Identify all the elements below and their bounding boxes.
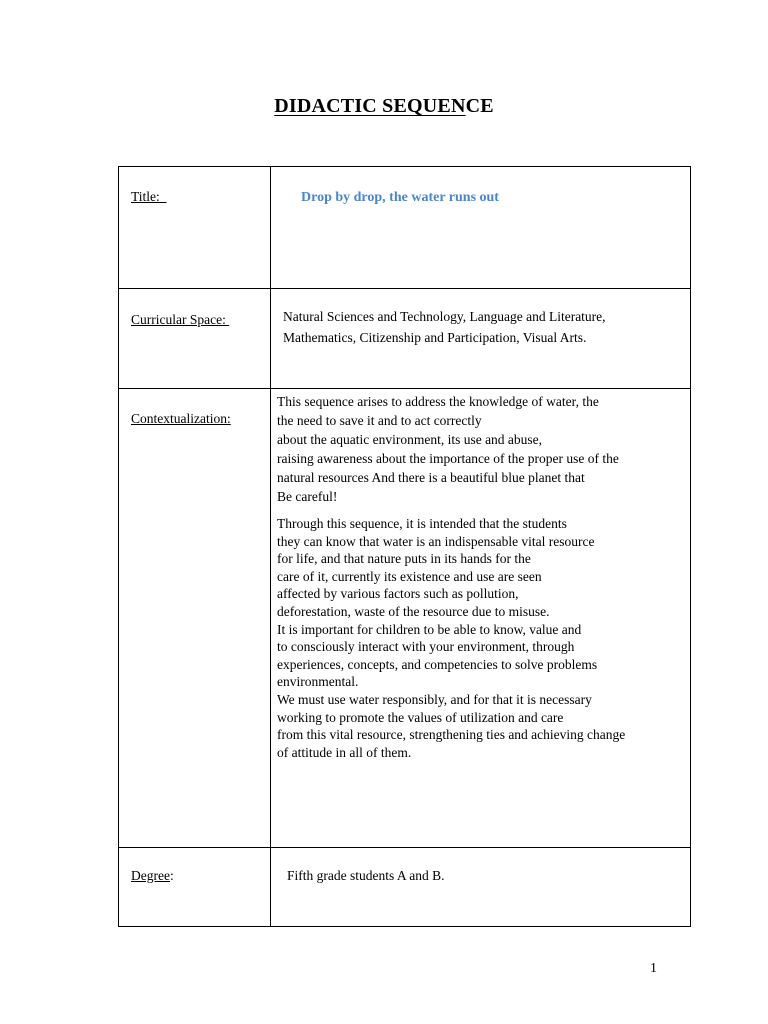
table-row-contextualization (119, 389, 691, 848)
degree-label: Degree (131, 868, 170, 883)
text-line: deforestation, waste of the resource due to misuse. (277, 603, 550, 619)
text-line: the need to save it and to act correctly (277, 413, 482, 428)
page-number: 1 (650, 961, 657, 976)
table-row-title (119, 167, 691, 289)
text-line: Through this sequence, it is intended that the students (277, 516, 567, 531)
text-line: about the aquatic environment, its use and abuse, (277, 432, 543, 447)
text-line: working to promote the values of utilization and care (277, 709, 564, 725)
text-line: to consciously interact with your environment, through (277, 639, 575, 655)
curricular-space-label: Curricular Space: (131, 312, 230, 327)
document-title (0, 95, 768, 118)
text-line: they can know that water is an indispensable vital resource (277, 533, 595, 549)
text-line: raising awareness about the importance of the proper use of the (277, 451, 619, 466)
curricular-space-value-cell (271, 289, 691, 389)
text-line: It is important for children to be able to know, value and (277, 621, 582, 637)
contextualization-paragraph-2 (277, 515, 684, 761)
title-label-cell (119, 167, 271, 289)
table-row-curricular-space (119, 289, 691, 389)
text-line: care of it, currently its existence and use are seen (277, 568, 542, 584)
text-line: This sequence arises to address the knowledge of water, the (277, 394, 599, 409)
text-line: Be careful! (277, 489, 338, 504)
title-label: Title: (131, 189, 167, 204)
didactic-sequence-table (118, 166, 691, 927)
document-title-underlined: DIDACTIC SEQUEN (274, 95, 466, 117)
contextualization-label: Contextualization: (131, 411, 231, 426)
curricular-space-label-cell (119, 289, 271, 389)
table-row-degree (119, 848, 691, 927)
document-title-rest: CE (465, 95, 494, 117)
text-line: affected by various factors such as pollution, (277, 586, 519, 602)
degree-value-cell (271, 848, 691, 927)
title-value-cell (271, 167, 691, 289)
contextualization-paragraph-1 (277, 392, 684, 506)
text-line: experiences, concepts, and competencies to solve problems (277, 656, 598, 672)
text-line: for life, and that nature puts in its hands for the (277, 551, 531, 567)
degree-label-cell (119, 848, 271, 927)
sequence-title: Drop by drop, the water runs out (301, 190, 499, 205)
text-line: of attitude in all of them. (277, 744, 412, 760)
text-line: environmental. (277, 674, 359, 690)
curricular-space-line: Mathematics, Citizenship and Participation, Visual Arts. (283, 330, 587, 345)
degree-label-colon: : (169, 868, 174, 883)
curricular-space-line: Natural Sciences and Technology, Language and Literature, (283, 309, 606, 324)
text-line: natural resources And there is a beautiful blue planet that (277, 470, 585, 485)
text-line: from this vital resource, strengthening ties and achieving change (277, 727, 626, 743)
contextualization-value-cell (271, 389, 691, 848)
degree-value: Fifth grade students A and B. (287, 868, 445, 883)
contextualization-label-cell (119, 389, 271, 848)
text-line: We must use water responsibly, and for that it is necessary (277, 691, 592, 707)
